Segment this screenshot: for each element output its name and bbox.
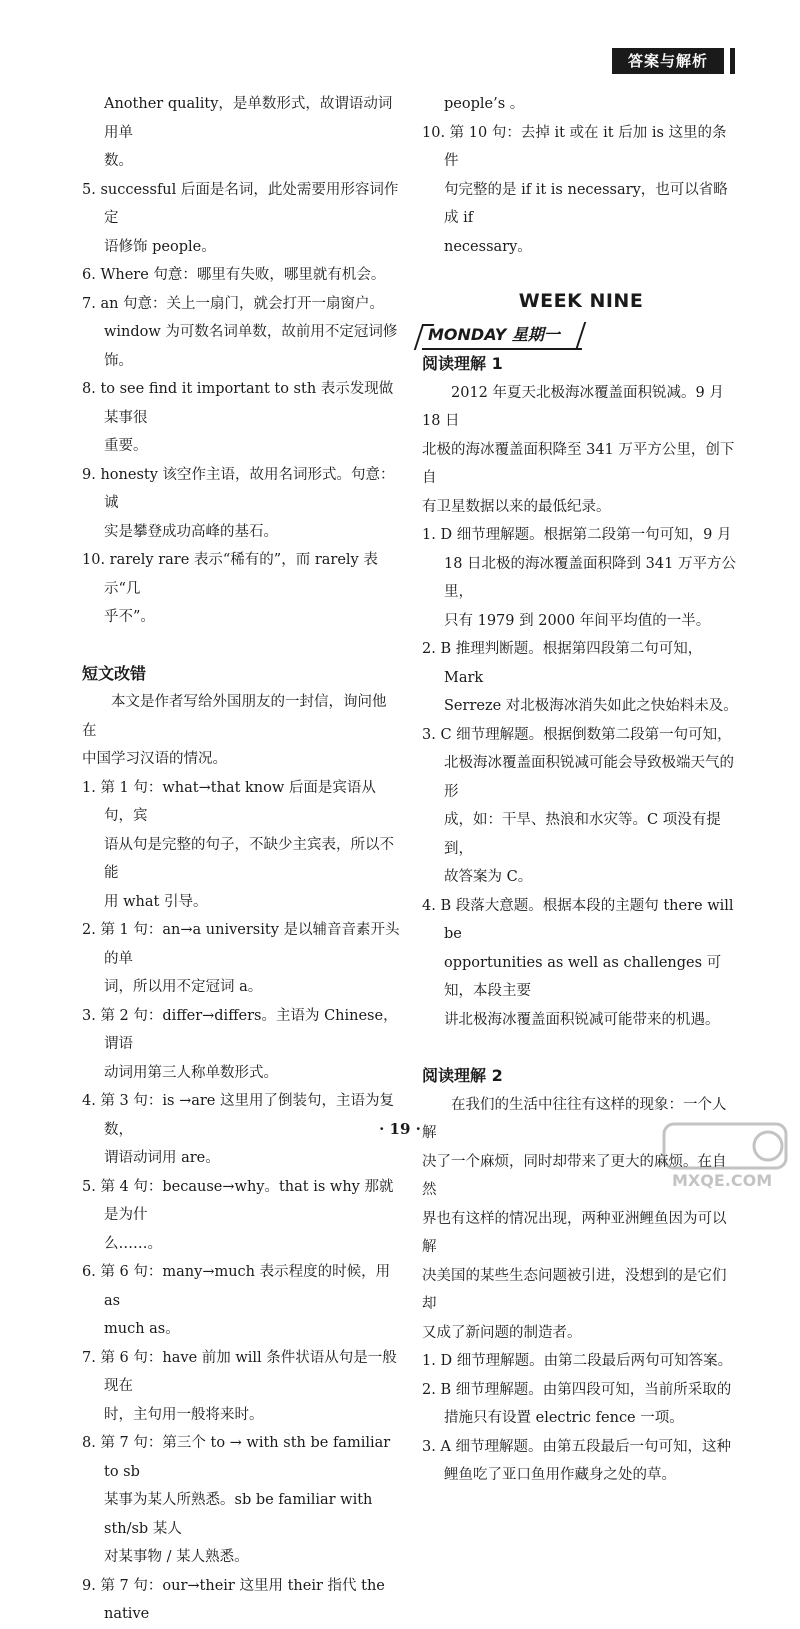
item-number: 9. (82, 1577, 101, 1594)
para-line: 中国学习汉语的情况。 (82, 751, 227, 767)
item-text: 第 6 句：have 前加 will 条件状语从句是一般现在 (100, 1349, 397, 1394)
item-text: 词，所以用不定冠词 a。 (104, 979, 263, 995)
item-text: 段落大意题。根据本段的主题句 there will be (444, 897, 734, 942)
right-column (422, 90, 740, 1490)
item-text: 第 2 句：differ→differs。主语为 Chinese，谓语 (100, 1007, 398, 1052)
item-text: 句完整的是 if it is necessary，也可以省略成 if (444, 181, 728, 226)
item-text: 第 3 句：is →are 这里用了倒装句，主语为复数， (100, 1093, 394, 1138)
item-text: Another quality，是单数形式，故谓语动词用单 (104, 96, 393, 141)
day-banner (422, 322, 582, 350)
item-text: 措施只有设置 electric fence 一项。 (444, 1410, 684, 1426)
section-intro (82, 688, 400, 774)
item-text: 成，如：干旱、热浪和水灾等。C 项没有提到， (444, 812, 721, 857)
item-text: 实是攀登成功高峰的基石。 (104, 523, 278, 540)
item-number: 6. (82, 1264, 101, 1280)
list-item (82, 546, 400, 632)
section-title: 短文改错 (82, 663, 147, 683)
header-badge: 答案与解析 (612, 48, 724, 74)
item-number: 1. D (422, 1353, 457, 1369)
list-item (422, 635, 740, 721)
item-number: 10. (82, 552, 110, 568)
list-item (422, 721, 740, 892)
item-text: an 句意：关上一扇门，就会打开一扇窗户。 (100, 295, 385, 312)
svg-text:MXQE.COM: MXQE.COM (672, 1171, 773, 1190)
item-text: 乎不”。 (104, 609, 155, 625)
item-number: 4. B (422, 897, 456, 914)
list-item (82, 176, 400, 262)
reading2-title: 阅读理解 2 (422, 1066, 503, 1085)
header-bar (730, 48, 735, 74)
item-number: 7. (82, 1349, 101, 1366)
item-text: 第 1 句：an→a university 是以辅音音素开头的单 (100, 922, 400, 967)
item-text: to see find it important to sth 表示发现做某事很 (100, 381, 394, 426)
item-text: Serreze 对北极海冰消失如此之快始料未及。 (444, 698, 738, 714)
para-line: 有卫星数据以来的最低纪录。 (422, 498, 611, 515)
item-text: 北极海冰覆盖面积锐减可能会导致极端天气的形 (444, 755, 734, 800)
item-number: 1. (82, 779, 101, 796)
item-number: 6. (82, 267, 101, 283)
list-item (82, 290, 400, 376)
item-text: 动词用第三人称单数形式。 (104, 1064, 278, 1081)
item-text: 18 日北极的海冰覆盖面积降到 341 万平方公里， (444, 555, 736, 600)
item-number: 4. (82, 1093, 101, 1109)
item-text: 语修饰 people。 (104, 238, 216, 255)
item-text: 第 10 句：去掉 it 或在 it 后加 is 这里的条件 (444, 124, 727, 169)
item-text: necessary。 (444, 238, 532, 255)
item-text: much as。 (104, 1321, 180, 1337)
list-item (422, 1376, 740, 1433)
list-item (422, 892, 740, 1035)
item-text: 用 what 引导。 (104, 893, 208, 910)
item-number: 3. A (422, 1438, 456, 1455)
item-text: successful 后面是名词，此处需要用形容词作定 (100, 181, 399, 226)
item-text: 第 7 句：第三个 to → with sth be familiar to sb (100, 1435, 391, 1480)
item-text: 时，主句用一般将来时。 (104, 1406, 264, 1423)
item-text: 第 6 句：many→much 表示程度的时候，用 as (100, 1264, 391, 1309)
list-item (422, 1433, 740, 1490)
list-item (422, 1347, 740, 1376)
item-number: 10. (422, 124, 450, 141)
item-text: 某事为某人所熟悉。sb be familiar with sth/sb 某人 (104, 1492, 373, 1537)
para-line: 又成了新问题的制造者。 (422, 1324, 582, 1341)
item-number: 2. B (422, 1381, 456, 1398)
list-item (82, 1258, 400, 1344)
item-text: 第 7 句：our→their 这里用 their 指代 the native (100, 1577, 385, 1622)
item-text: 么……。 (104, 1235, 162, 1252)
item-text: 故答案为 C。 (444, 869, 533, 885)
list-item (82, 1429, 400, 1572)
list-item (82, 461, 400, 547)
item-text: 第 4 句：because→why。that is why 那就是为什 (100, 1178, 394, 1223)
item-text: 谓语动词用 are。 (104, 1150, 220, 1166)
item-text: 数。 (104, 153, 133, 169)
list-item (422, 90, 740, 119)
list-item (82, 1173, 400, 1259)
item-text: 重要。 (104, 438, 148, 454)
item-number: 2. B (422, 641, 456, 657)
item-text: rarely rare 表示“稀有的”，而 rarely 表示“几 (104, 552, 378, 597)
banner-bracket-right (562, 322, 586, 348)
item-text: honesty 该空作主语，故用名词形式。句意：诚 (100, 466, 395, 511)
list-item (422, 119, 740, 262)
item-number: 5. (82, 1178, 101, 1195)
item-number: 8. (82, 381, 101, 397)
list-item (82, 90, 400, 176)
item-text: 细节理解题。由第五段最后一句可知，这种 (455, 1438, 732, 1455)
item-text: 细节理解题。由第二段最后两句可知答案。 (456, 1353, 733, 1369)
item-text: 语从句是完整的句子，不缺少主宾表，所以不能 (104, 836, 394, 881)
item-text: 细节理解题。根据第二段第一句可知，9 月 (456, 527, 732, 543)
spacer (422, 261, 740, 287)
list-item (82, 261, 400, 290)
para-line: 2012 年夏天北极海冰覆盖面积锐减。9 月 18 日 (422, 384, 724, 429)
item-text: 鲤鱼吃了亚口鱼用作藏身之处的草。 (444, 1467, 676, 1483)
week-title: WEEK NINE (518, 290, 644, 312)
list-item (82, 1002, 400, 1088)
day-banner-label: MONDAY 星期一 (428, 324, 560, 344)
list-item (82, 375, 400, 461)
spacer (422, 1034, 740, 1062)
para-line: 决了一个麻烦，同时却带来了更大的麻烦。在自然 (422, 1153, 727, 1198)
list-item (82, 774, 400, 917)
list-item (82, 1572, 400, 1629)
item-text: window 为可数名词单数，故前用不定冠词修饰。 (104, 324, 398, 369)
item-number: 7. (82, 295, 101, 312)
item-number: 3. C (422, 726, 457, 743)
page-number: · 19 · (379, 1120, 421, 1138)
item-number: 1. D (422, 527, 457, 543)
left-column (82, 90, 400, 1629)
item-number: 3. (82, 1007, 101, 1024)
para-line: 本文是作者写给外国朋友的一封信，询问他在 (82, 694, 387, 739)
reading1-title: 阅读理解 1 (422, 354, 503, 373)
item-text: 讲北极海冰覆盖面积锐减可能带来的机遇。 (444, 1011, 720, 1028)
item-number: 9. (82, 466, 101, 483)
item-text: 第 1 句：what→that know 后面是宾语从句，宾 (100, 779, 376, 824)
item-number: 5. (82, 181, 101, 198)
item-text: 对某事物 / 某人熟悉。 (104, 1549, 249, 1565)
item-number: 8. (82, 1435, 101, 1451)
watermark-logo (660, 1118, 790, 1190)
item-text: 推理判断题。根据第四段第二句可知，Mark (444, 641, 703, 686)
spacer (82, 632, 400, 660)
list-item (82, 916, 400, 1002)
list-item (422, 521, 740, 635)
item-text: 细节理解题。根据倒数第二段第一句可知， (456, 726, 732, 743)
item-text: opportunities as well as challenges 可知，本段主要 (444, 954, 722, 999)
para-line: 在我们的生活中往往有这样的现象：一个人解 (422, 1096, 727, 1141)
para-line: 决美国的某些生态问题被引进，没想到的是它们却 (422, 1267, 727, 1312)
item-text: 只有 1979 到 2000 年间平均值的一半。 (444, 612, 711, 629)
para-line: 界也有这样的情况出现，两种亚洲鲤鱼因为可以解 (422, 1210, 727, 1255)
item-text: people’s 。 (444, 96, 525, 112)
item-text: Where 句意：哪里有失败，哪里就有机会。 (100, 267, 386, 283)
item-text: 细节理解题。由第四段可知，当前所采取的 (455, 1381, 732, 1398)
list-item (82, 1344, 400, 1430)
item-number: 2. (82, 922, 101, 938)
para-line: 北极的海冰覆盖面积降至 341 万平方公里，创下自 (422, 441, 735, 486)
reading1-intro (422, 379, 740, 522)
